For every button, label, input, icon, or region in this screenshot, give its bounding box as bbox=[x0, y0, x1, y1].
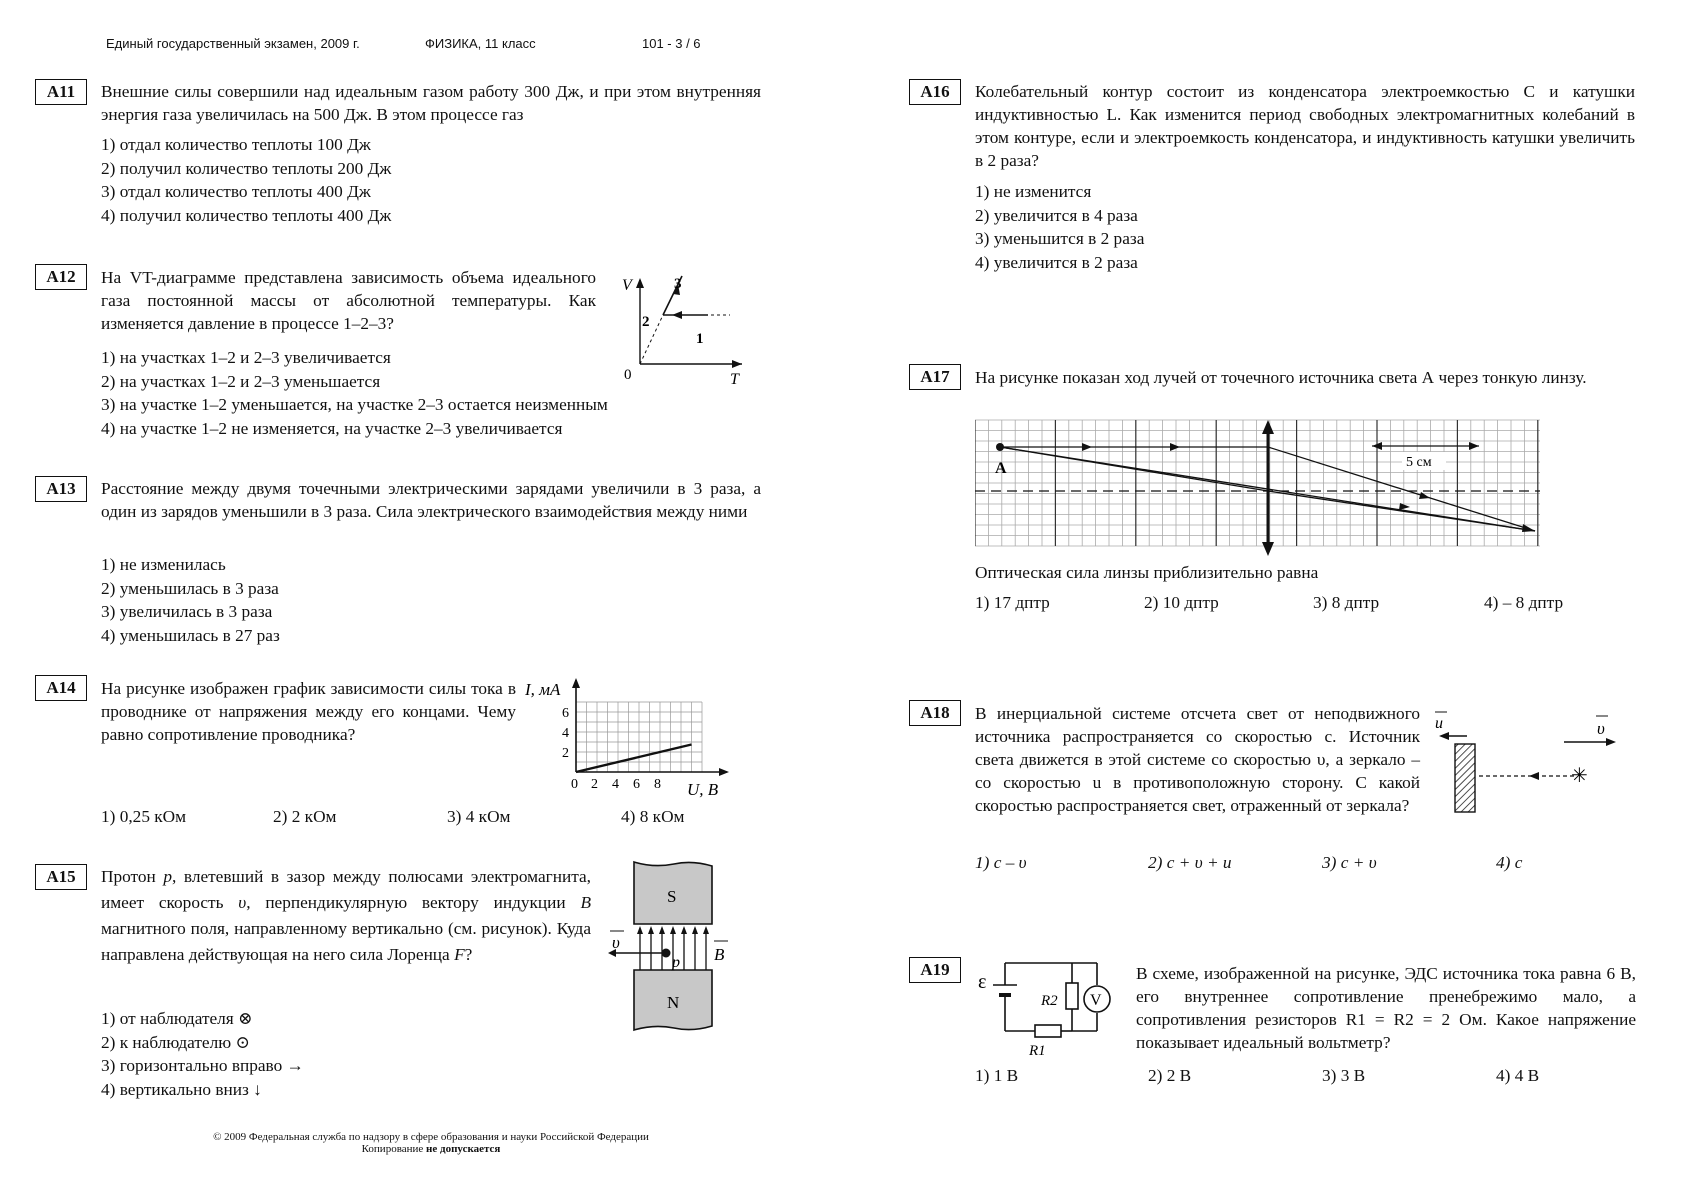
iu-xtick-8: 8 bbox=[654, 777, 661, 792]
a15-option-4[interactable]: 4) вертикально вниз ↓ bbox=[101, 1079, 262, 1099]
a11-option-1[interactable]: 1) отдал количество теплоты 100 Дж bbox=[101, 135, 371, 154]
lens-ray-diagram bbox=[975, 418, 1545, 558]
mirror-velocity-label: u bbox=[1435, 715, 1443, 732]
a17-option-1[interactable]: 1) 17 дптр bbox=[975, 593, 1050, 612]
circuit-diagram bbox=[975, 955, 1125, 1055]
proton-dot bbox=[662, 949, 671, 958]
a17-option-4[interactable]: 4) – 8 дптр bbox=[1484, 593, 1564, 612]
r1-label: R1 bbox=[1029, 1043, 1046, 1055]
footer-copying-bold: не допускается bbox=[426, 1143, 501, 1155]
vt-axis-v: V bbox=[622, 277, 632, 294]
a17-number: A17 bbox=[909, 364, 961, 390]
a13-number: A13 bbox=[35, 476, 87, 502]
a16-option-1[interactable]: 1) не изменится bbox=[975, 182, 1092, 201]
a16-option-4[interactable]: 4) увеличится в 2 раза bbox=[975, 252, 1138, 272]
scale-label: 5 см bbox=[1406, 455, 1432, 470]
iu-data-line bbox=[576, 745, 692, 773]
magnet-label-n: N bbox=[667, 993, 680, 1012]
source-label-a: A bbox=[995, 460, 1007, 477]
a14-option-4[interactable]: 4) 8 кОм bbox=[621, 807, 685, 826]
field-label: B bbox=[714, 945, 725, 964]
a16-number: A16 bbox=[909, 79, 961, 105]
a16-options bbox=[975, 180, 1144, 274]
a19-option-3[interactable]: 3) 3 В bbox=[1322, 1066, 1366, 1085]
a13-option-4[interactable]: 4) уменьшилась в 27 раз bbox=[101, 625, 280, 645]
a19-option-2[interactable]: 2) 2 В bbox=[1148, 1066, 1192, 1085]
iu-xtick-0: 0 bbox=[571, 777, 578, 792]
magnet-label-s: S bbox=[667, 887, 677, 906]
a12-option-4[interactable]: 4) на участке 1–2 не изменяется, на участке 2–3 увеличивается bbox=[101, 418, 563, 438]
vt-diagram bbox=[610, 272, 750, 390]
header-exam: Единый государственный экзамен, 2009 г. bbox=[106, 36, 360, 51]
footer bbox=[131, 1131, 731, 1155]
a13-options bbox=[101, 553, 280, 647]
a18-option-1[interactable]: 1) c – υ bbox=[975, 853, 1027, 872]
a19-text: В схеме, изображенной на рисунке, ЭДС источника тока равна 6 В, его внутреннее сопротивление пренебрежимо мало, а сопротивления резисторов R1 = R2 = 2 Ом. Какое напряжение показывает идеальный вольтметр? bbox=[1136, 964, 1636, 1052]
iu-xlabel: U, В bbox=[687, 780, 719, 799]
a19-option-4[interactable]: 4) 4 В bbox=[1496, 1066, 1540, 1085]
a14-option-1[interactable]: 1) 0,25 кОм bbox=[101, 807, 187, 826]
a12-options bbox=[101, 346, 608, 440]
a13-option-3[interactable]: 3) увеличилась в 3 раза bbox=[101, 602, 273, 621]
footer-copyright: © 2009 Федеральная служба по надзору в сфере образования и науки Российской Федерации bbox=[213, 1131, 649, 1143]
a13-option-1[interactable]: 1) не изменилась bbox=[101, 555, 226, 574]
a18-option-2[interactable]: 2) c + υ + u bbox=[1148, 853, 1232, 872]
a12-option-1[interactable]: 1) на участках 1–2 и 2–3 увеличивается bbox=[101, 348, 391, 367]
iu-xtick-6: 6 bbox=[633, 777, 640, 792]
a15-options bbox=[101, 1007, 304, 1101]
header-subject: ФИЗИКА, 11 класс bbox=[425, 36, 536, 51]
a17-option-3[interactable]: 3) 8 дптр bbox=[1313, 593, 1380, 612]
a17-option-2[interactable]: 2) 10 дптр bbox=[1144, 593, 1219, 612]
iu-xtick-4: 4 bbox=[612, 777, 619, 792]
a14-option-2[interactable]: 2) 2 кОм bbox=[273, 807, 337, 826]
a18-text: В инерциальной системе отсчета свет от неподвижного источника распространяется со скоростью c. Источник света движется в этой системе со скоростью υ, а зеркало – со скоростью u в противоположную сторону. С какой скоростью распространяется свет, отраженный от зеркала? bbox=[975, 704, 1420, 815]
a14-text: На рисунке изображен график зависимости силы тока в проводнике от напряжения между его концами. Чему равно сопротивление проводника? bbox=[101, 679, 516, 744]
electromagnet-diagram bbox=[604, 860, 734, 1038]
r2-label: R2 bbox=[1041, 993, 1058, 1009]
a11-option-2[interactable]: 2) получил количество теплоты 200 Дж bbox=[101, 158, 392, 178]
mirror bbox=[1455, 744, 1475, 812]
source-point-a bbox=[996, 443, 1004, 451]
iu-ytick-6: 6 bbox=[562, 706, 569, 721]
a17-subtext: Оптическая сила линзы приблизительно равна bbox=[975, 563, 1319, 582]
a12-option-2[interactable]: 2) на участках 1–2 и 2–3 уменьшается bbox=[101, 371, 381, 391]
a16-option-3[interactable]: 3) уменьшится в 2 раза bbox=[975, 229, 1145, 248]
iu-graph bbox=[525, 674, 735, 802]
a12-text: На VT-диаграмме представлена зависимость объема идеального газа постоянной массы от абсолютной температуры. Как изменяется давление в процессе 1–2–3? bbox=[101, 268, 596, 333]
footer-copying-label: Копирование bbox=[361, 1143, 427, 1155]
source-velocity-label: υ bbox=[1597, 719, 1605, 738]
iu-ytick-2: 2 bbox=[562, 746, 569, 761]
a11-text: Внешние силы совершили над идеальным газом работу 300 Дж, и при этом внутренняя энергия газа увеличилась на 500 Дж. В этом процессе газ bbox=[101, 82, 761, 124]
a14-number: A14 bbox=[35, 675, 87, 701]
a14-option-3[interactable]: 3) 4 кОм bbox=[447, 807, 511, 826]
a18-number: A18 bbox=[909, 700, 961, 726]
a13-option-2[interactable]: 2) уменьшилась в 3 раза bbox=[101, 578, 279, 598]
iu-ylabel: I, мА bbox=[525, 680, 561, 699]
a13-text: Расстояние между двумя точечными электрическими зарядами увеличили в 3 раза, а один из зарядов уменьшили в 3 раза. Сила электрического взаимодействия между ними bbox=[101, 479, 761, 521]
a16-option-2[interactable]: 2) увеличится в 4 раза bbox=[975, 205, 1138, 225]
light-source-star: ✳ bbox=[1571, 765, 1588, 787]
header-page: 101 - 3 / 6 bbox=[642, 36, 701, 51]
vt-origin: 0 bbox=[624, 367, 632, 383]
a16-text: Колебательный контур состоит из конденсатора электроемкостью C и катушки индуктивностью L. Как изменится период свободных электромагнитных колебаний в этом контуре, если и электроемкость конденсатора, и индуктивность катушки увеличить в 2 раза? bbox=[975, 82, 1635, 170]
a15-number: A15 bbox=[35, 864, 87, 890]
a17-text: На рисунке показан ход лучей от точечного источника света А через тонкую линзу. bbox=[975, 368, 1587, 387]
iu-xtick-2: 2 bbox=[591, 777, 598, 792]
a11-option-4[interactable]: 4) получил количество теплоты 400 Дж bbox=[101, 205, 392, 225]
footer-copying bbox=[131, 1143, 731, 1155]
resistor-r1 bbox=[1035, 1025, 1061, 1037]
velocity-label: υ bbox=[612, 933, 620, 952]
a19-number: A19 bbox=[909, 957, 961, 983]
a11-option-3[interactable]: 3) отдал количество теплоты 400 Дж bbox=[101, 182, 371, 201]
a15-option-3[interactable]: 3) горизонтально вправо → bbox=[101, 1056, 304, 1075]
vt-point-3: 3 bbox=[674, 276, 682, 292]
a15-text: Протон p, влетевший в зазор между полюсами электромагнита, имеет скорость υ, перпендикулярную вектору индукции B магнитного поля, направленному вертикально (см. рисунок). Куда направлена действующая на него сила Лоренца F? bbox=[101, 867, 591, 964]
voltmeter-label: V bbox=[1090, 992, 1102, 1009]
a15-option-1[interactable]: 1) от наблюдателя ⊗ bbox=[101, 1009, 253, 1028]
a18-option-3[interactable]: 3) c + υ bbox=[1322, 853, 1377, 872]
iu-ytick-4: 4 bbox=[562, 726, 569, 741]
vt-axis-t: T bbox=[730, 371, 739, 388]
proton-label: p bbox=[672, 954, 680, 971]
emf-label: ε bbox=[978, 971, 987, 993]
a11-options bbox=[101, 133, 391, 227]
a18-option-4[interactable]: 4) c bbox=[1496, 853, 1523, 872]
vt-point-1: 1 bbox=[696, 331, 704, 347]
a12-option-3[interactable]: 3) на участке 1–2 уменьшается, на участке 2–3 остается неизменным bbox=[101, 395, 608, 414]
a15-option-2[interactable]: 2) к наблюдателю ⊙ bbox=[101, 1032, 250, 1052]
resistor-r2 bbox=[1066, 983, 1078, 1009]
a12-number: A12 bbox=[35, 264, 87, 290]
a19-option-1[interactable]: 1) 1 В bbox=[975, 1066, 1019, 1085]
vt-point-2: 2 bbox=[642, 314, 650, 330]
mirror-diagram bbox=[1425, 706, 1625, 818]
a11-number: A11 bbox=[35, 79, 87, 105]
